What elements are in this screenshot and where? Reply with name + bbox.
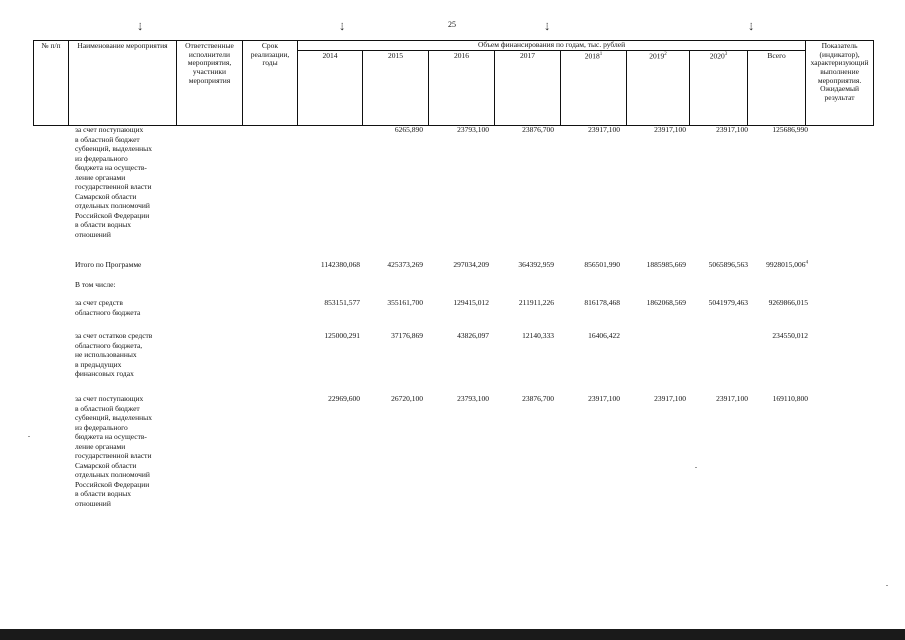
header-year-footnote: 2: [664, 52, 667, 57]
header-year-label: 2018: [584, 51, 600, 61]
header-year-footnote: 3: [724, 52, 728, 57]
header-year-label: 2020: [709, 51, 725, 61]
financing-table-header: [33, 40, 874, 126]
value-text: 12140,333: [522, 331, 554, 340]
row-year-value: [391, 394, 423, 404]
value-text: 23917,100: [654, 394, 686, 403]
row-year-value: [716, 394, 748, 404]
value-text: 23793,100: [457, 394, 489, 403]
scan-speck: [28, 436, 30, 437]
page-number: 25: [448, 20, 456, 29]
value-text: 5065896,563: [708, 260, 748, 269]
row-label-line: областного бюджета: [75, 307, 141, 317]
row-label-line: государственной власти: [75, 182, 152, 192]
value-text: 1142380,068: [320, 260, 360, 269]
header-year: [298, 51, 363, 126]
row-year-value: [709, 298, 748, 308]
row-year-value: [522, 331, 554, 341]
value-text: 355161,700: [387, 298, 423, 307]
row-year-value: [518, 260, 554, 270]
row-total-value: [772, 125, 808, 135]
row-label-line: в области водных: [75, 489, 132, 499]
value-text: 23917,100: [716, 125, 748, 134]
value-text: 364392,959: [518, 260, 554, 269]
header-year: [363, 51, 429, 126]
header-activity-name: Наименование мероприятия: [69, 41, 177, 126]
row-label-line: в областной бюджет: [75, 134, 140, 144]
row-label-line: бюджета на осуществ-: [75, 163, 147, 173]
row-label-line: из федерального: [75, 422, 128, 432]
value-text: 23876,700: [522, 394, 554, 403]
value-text: 425373,269: [387, 260, 423, 269]
header-number: № п/п: [34, 41, 69, 126]
value-text: 1862068,569: [646, 298, 686, 307]
row-label-line: государственной власти: [75, 451, 152, 461]
header-executors: Ответственные исполнители мероприятия, участники мероприятия: [177, 41, 243, 126]
header-year-label: 2016: [454, 51, 469, 60]
row-label-line: отношений: [75, 229, 111, 239]
value-text: 26720,100: [391, 394, 423, 403]
value-text: 853151,577: [324, 298, 360, 307]
row-year-value: [709, 260, 748, 270]
row-year-value: [457, 331, 489, 341]
row-label-line: за счет средств: [75, 298, 123, 307]
row-year-value: [395, 125, 423, 135]
header-year: [495, 51, 561, 126]
row-year-value: [588, 125, 620, 135]
row-label-line: Российской Федерации: [75, 210, 150, 220]
value-text: 23876,700: [522, 125, 554, 134]
total-footnote: 4: [805, 260, 808, 266]
value-text: 22969,600: [328, 394, 360, 403]
value-text: 234550,012: [772, 331, 808, 340]
row-total-value: [772, 331, 808, 341]
row-label-line: за счет поступающих: [75, 394, 144, 403]
row-year-value: [391, 331, 423, 341]
header-year-footnote: 1: [599, 52, 603, 57]
row-label-line: Самарской области: [75, 191, 137, 201]
header-year-label: 2015: [388, 51, 403, 60]
row-label: [75, 260, 180, 270]
value-text: 23917,100: [588, 394, 620, 403]
row-total-value: [769, 298, 808, 308]
scan-marker-icon: ⇣: [136, 22, 145, 33]
value-text: 9269866,015: [768, 298, 808, 307]
row-year-value: [584, 260, 620, 270]
row-label: [75, 331, 180, 379]
row-label: [75, 280, 180, 290]
scan-speck: [695, 467, 697, 468]
row-year-value: [324, 298, 360, 308]
value-text: 169110,800: [772, 394, 808, 403]
row-year-value: [457, 125, 489, 135]
row-label-line: из федерального: [75, 153, 128, 163]
row-label: [75, 394, 180, 508]
value-text: 23917,100: [588, 125, 620, 134]
row-year-value: [522, 125, 554, 135]
value-text: 6265,890: [394, 125, 423, 134]
value-text: 211911,226: [518, 298, 554, 307]
value-text: 297034,209: [453, 260, 489, 269]
row-label: [75, 125, 180, 239]
row-year-value: [457, 394, 489, 404]
row-year-value: [519, 298, 554, 308]
header-year: [690, 51, 748, 126]
value-text: 125000,291: [324, 331, 360, 340]
row-label-line: за счет остатков средств: [75, 331, 153, 340]
value-text: 129415,012: [453, 298, 489, 307]
row-total-value: [766, 260, 808, 270]
value-text: 23793,100: [457, 125, 489, 134]
row-year-value: [647, 260, 686, 270]
row-label-line: за счет поступающих: [75, 125, 144, 134]
scan-marker-icon: ⇣: [747, 22, 756, 33]
header-term: Срок реализации, годы: [243, 41, 298, 126]
row-label-line: отношений: [75, 498, 111, 508]
row-label-line: областного бюджета,: [75, 340, 143, 350]
value-text: 23917,100: [654, 125, 686, 134]
value-text: 16406,422: [588, 331, 620, 340]
value-text: 43826,097: [457, 331, 489, 340]
row-label-line: бюджета на осуществ-: [75, 432, 147, 442]
scan-speck: [886, 585, 888, 586]
value-text: 9928015,006: [766, 260, 806, 269]
header-year-label: 2017: [520, 51, 535, 60]
row-total-value: [773, 394, 808, 404]
row-year-value: [328, 394, 360, 404]
value-text: 5041979,463: [708, 298, 748, 307]
row-label-line: ление органами: [75, 172, 126, 182]
header-year: [429, 51, 495, 126]
row-year-value: [324, 331, 360, 341]
scan-marker-icon: ⇣: [543, 22, 552, 33]
header-total: Всего: [748, 51, 806, 126]
value-text: 23917,100: [716, 394, 748, 403]
row-year-value: [716, 125, 748, 135]
value-text: 816178,468: [584, 298, 620, 307]
value-text: 1885985,669: [646, 260, 686, 269]
row-year-value: [584, 298, 620, 308]
row-label: [75, 298, 180, 317]
row-label-line: в области водных: [75, 220, 132, 230]
row-label-line: ление органами: [75, 441, 126, 451]
scan-bottom-edge: [0, 629, 905, 640]
row-label-line: в областной бюджет: [75, 403, 140, 413]
header-year-label: 2019: [649, 51, 665, 61]
row-year-value: [387, 260, 423, 270]
row-year-value: [654, 394, 686, 404]
header-year: [627, 51, 690, 126]
row-label-line: Итого по Программе: [75, 260, 142, 269]
row-year-value: [453, 298, 489, 308]
row-year-value: [654, 125, 686, 135]
row-year-value: [522, 394, 554, 404]
row-label-line: отдельных полномочий: [75, 201, 150, 211]
row-label-line: Российской Федерации: [75, 479, 150, 489]
value-text: 125686,990: [772, 125, 808, 134]
value-text: 37176,869: [391, 331, 423, 340]
row-year-value: [588, 331, 620, 341]
row-label-line: не использованных: [75, 350, 137, 360]
header-indicator: Показатель (индикатор), характеризующий выполнение мероприятия. Ожидаемый результат: [806, 41, 874, 126]
row-year-value: [321, 260, 360, 270]
row-label-line: финансовых годах: [75, 369, 134, 379]
row-label-line: субвенций, выделенных: [75, 413, 152, 423]
row-label-line: в предыдущих: [75, 359, 122, 369]
row-year-value: [387, 298, 423, 308]
header-year: [561, 51, 627, 126]
scan-marker-icon: ⇣: [338, 22, 347, 33]
header-year-label: 2014: [322, 51, 338, 60]
row-label-line: Самарской области: [75, 460, 137, 470]
header-funding-group: Объем финансирования по годам, тыс. рублей: [298, 41, 806, 51]
row-year-value: [453, 260, 489, 270]
row-label-line: В том числе:: [75, 280, 116, 289]
row-label-line: отдельных полномочий: [75, 470, 150, 480]
row-year-value: [588, 394, 620, 404]
row-year-value: [647, 298, 686, 308]
row-label-line: субвенций, выделенных: [75, 144, 152, 154]
value-text: 856501,990: [584, 260, 620, 269]
